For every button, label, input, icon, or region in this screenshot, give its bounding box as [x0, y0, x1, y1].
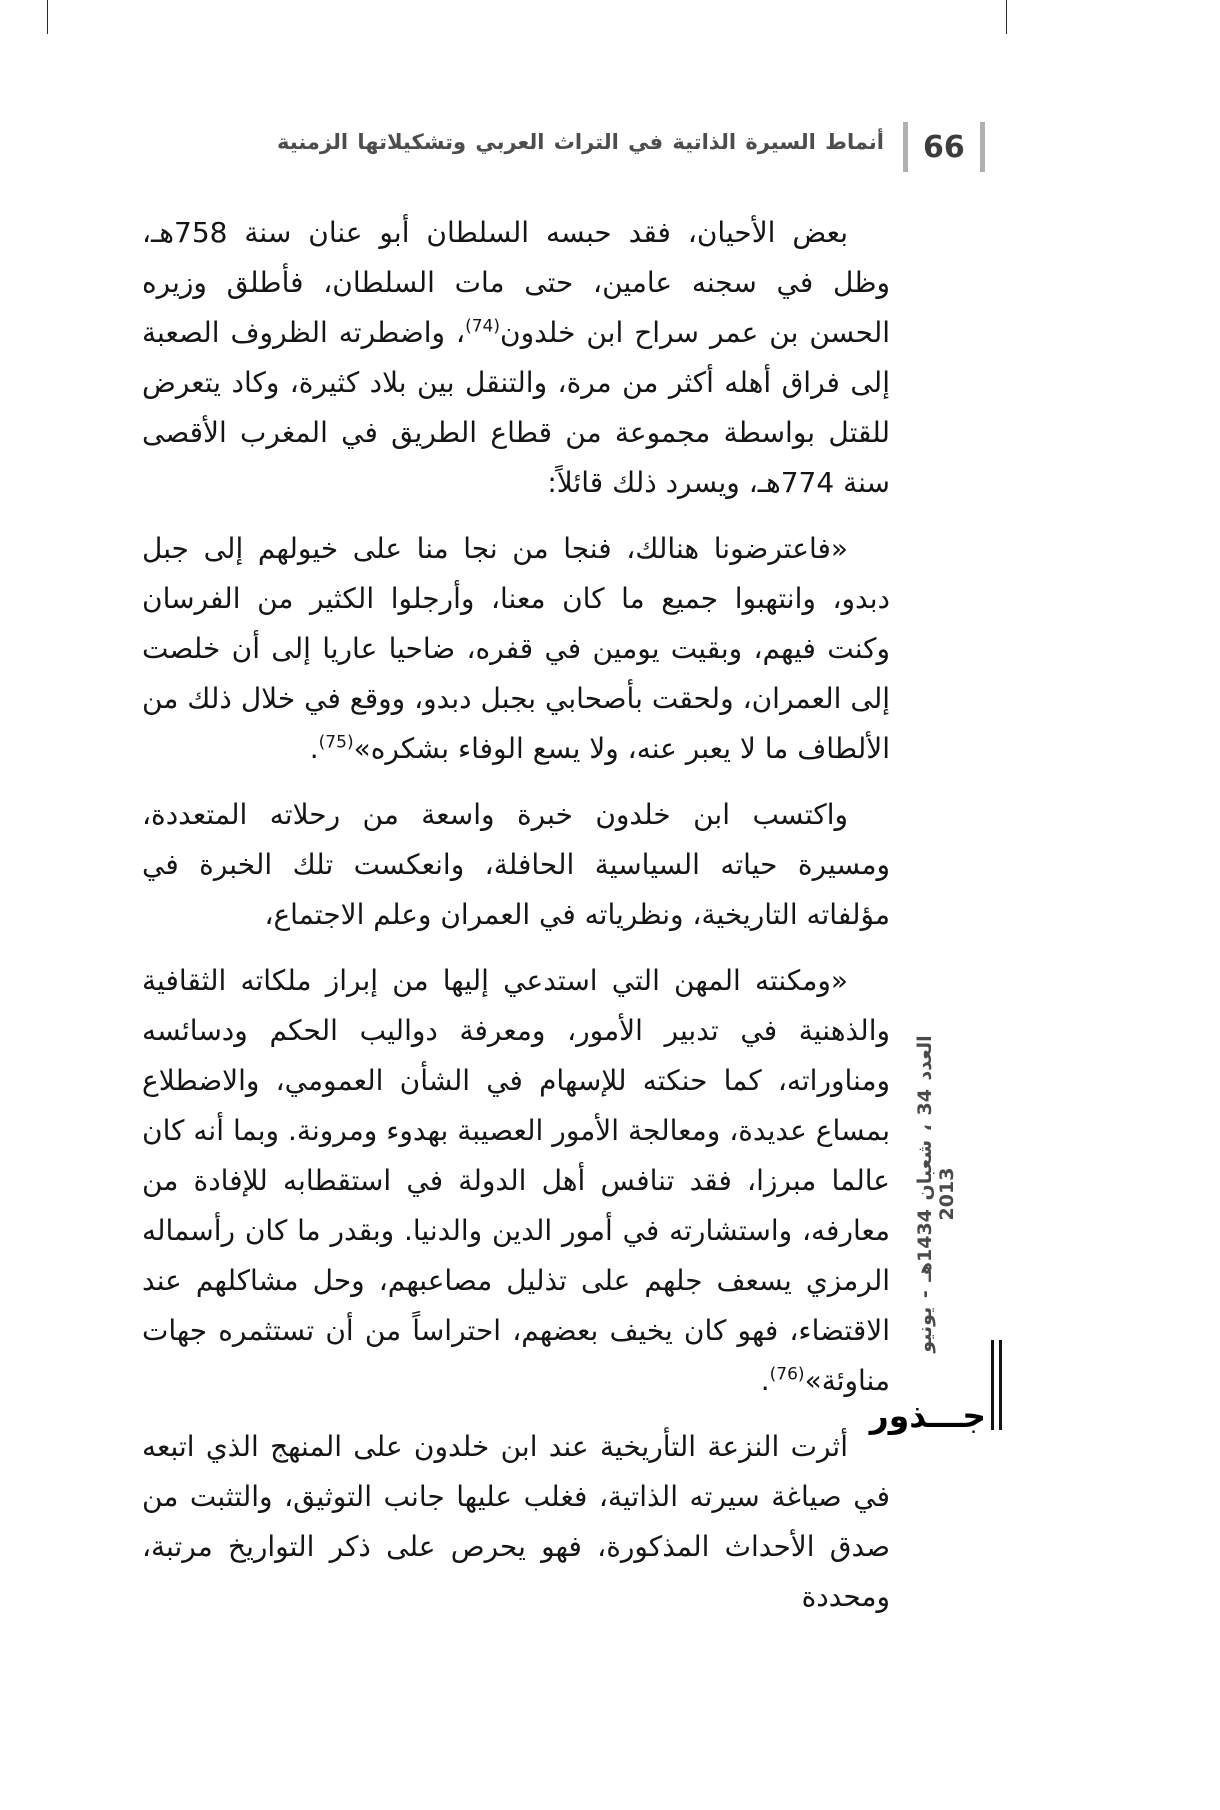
- paragraph-text: ، واضطرته الظروف الصعبة إلى فراق أهله أكثر من مرة، والتنقل بين بلاد كثيرة، وكاد يتعرض للقتل بواسطة مجموعة من قطاع الطريق في المغرب الأقصى سنة 774هـ، ويسرد ذلك قائلاً:: [142, 316, 890, 499]
- paragraph: [142, 956, 890, 1406]
- crop-mark-top-right: [1006, 0, 1007, 34]
- paragraph-text: «فاعترضونا هنالك، فنجا من نجا منا على خيولهم إلى جبل دبدو، وانتهبوا جميع ما كان معنا، وأرجلوا الكثير من الفرسان وكنت فيهم، وبقيت يومين في قفره، ضاحيا عاريا إلى أن خلصت إلى العمران، ولحقت بأصحابي بجبل دبدو، ووقع في خلال ذلك من الألطاف ما لا يعبر عنه، ولا يسع الوفاء بشكره»: [142, 532, 890, 765]
- paragraph: [142, 790, 890, 940]
- page-number: 66: [923, 129, 965, 165]
- logo-double-rule-icon: [991, 1340, 1002, 1430]
- page-number-box: [903, 122, 985, 172]
- footnote-marker: (74): [465, 316, 501, 337]
- logo-text: جـــذور: [869, 1396, 986, 1435]
- paragraph: [142, 524, 890, 774]
- paragraph-text: .: [309, 732, 319, 765]
- paragraph-text: أثرت النزعة التأريخية عند ابن خلدون على المنهج الذي اتبعه في صياغة سيرته الذاتية، فغلب عليها جانب التوثيق، والتثبت من صدق الأحداث المذكورة، فهو يحرص على ذكر التواريخ مرتبة، ومحددة: [142, 1430, 890, 1613]
- paragraph: [142, 1422, 890, 1622]
- logo-rule-line: [999, 1340, 1002, 1430]
- paragraph-text: واكتسب ابن خلدون خبرة واسعة من رحلاته المتعددة، ومسيرة حياته السياسية الحافلة، وانعكست تلك الخبرة في مؤلفاته التاريخية، ونظرياته في العمران وعلم الاجتماع،: [142, 798, 890, 931]
- logo-rule-line: [991, 1340, 994, 1430]
- paragraph-text: بعض الأحيان، فقد حبسه السلطان أبو عنان سنة 758هـ، وظل في سجنه عامين، حتى مات السلطان، فأطلق وزيره الحسن بن عمر سراح ابن خلدون: [142, 216, 891, 349]
- body-text: [142, 208, 890, 1638]
- paragraph: [142, 208, 890, 508]
- page-header-title: أنماط السيرة الذاتية في التراث العربي وتشكيلاتها الزمنية: [277, 130, 884, 154]
- crop-mark-top-left: [47, 0, 48, 34]
- footnote-marker: (75): [318, 732, 354, 753]
- footnote-marker: (76): [769, 1364, 805, 1385]
- paragraph-text: .: [760, 1364, 770, 1397]
- journal-logo: [869, 1340, 1010, 1435]
- issue-info-vertical: العدد 34 ، شعبان 1434هـ - يونيو 2013: [914, 1035, 958, 1353]
- paragraph-text: «ومكنته المهن التي استدعي إليها من إبراز ملكاته الثقافية والذهنية في تدبير الأمور، ومعرفة دواليب الحكم ودسائسه ومناوراته، كما حنكته للإسهام في الشأن العمومي، والاضطلاع بمساع عديدة، ومعالجة الأمور العصيبة بهدوء ومرونة. وبما أنه كان عالما مبرزا، فقد تنافس أهل الدولة في استقطابه للإفادة من معارفه، واستشارته في أمور الدين والدنيا. وبقدر ما كان رأسماله الرمزي يسعف جلهم على تذليل مصاعبهم، وحل مشاكلهم عند الاقتضاء، فهو كان يخيف بعضهم، احتراساً من أن تستثمره جهات مناوئة»: [142, 964, 890, 1397]
